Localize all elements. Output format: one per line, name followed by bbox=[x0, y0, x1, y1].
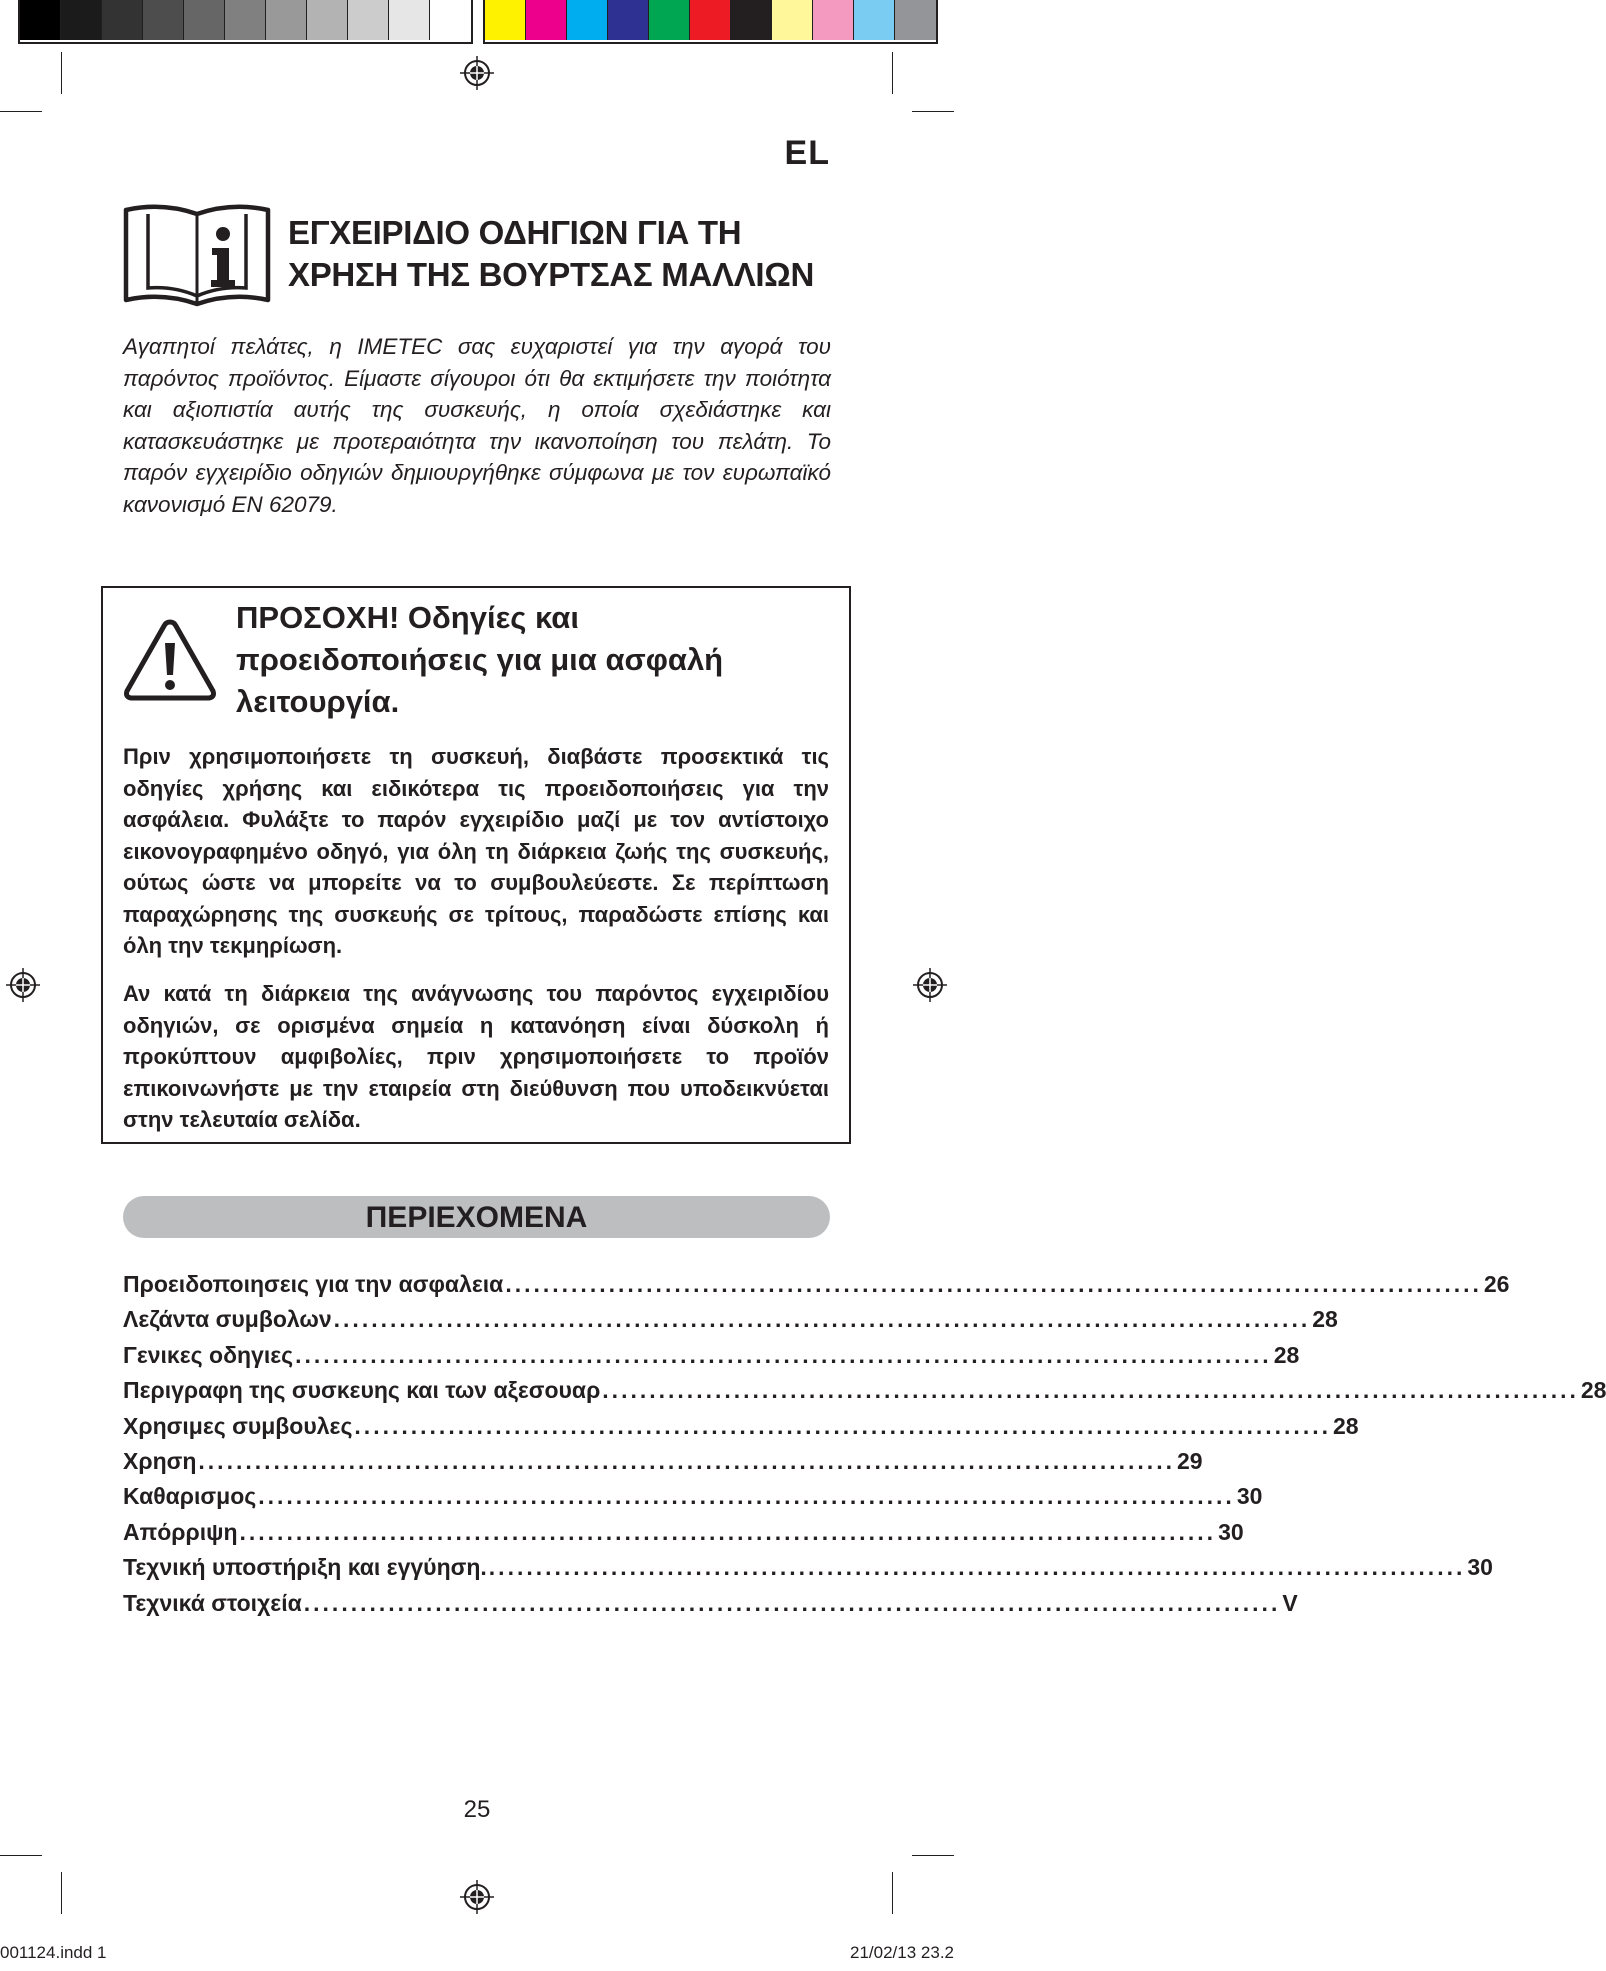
toc-entry[interactable] bbox=[123, 1409, 1359, 1443]
process-swatch bbox=[608, 0, 649, 40]
toc-entry-label: Τεχνική υποστήριξη και εγγύηση. bbox=[123, 1554, 487, 1581]
toc-entry-page: 30 bbox=[1236, 1483, 1263, 1510]
gray-swatch bbox=[225, 0, 266, 40]
toc-entry[interactable] bbox=[123, 1267, 1510, 1301]
gray-swatch bbox=[348, 0, 389, 40]
gray-swatch bbox=[184, 0, 225, 40]
gray-swatch bbox=[143, 0, 184, 40]
toc-entry-page: 29 bbox=[1176, 1448, 1203, 1474]
toc-leader-dots: ........................................................................................................ bbox=[333, 1306, 1311, 1333]
crop-mark bbox=[0, 111, 42, 112]
toc-entry-label: Απόρριψη bbox=[123, 1518, 238, 1545]
toc-entry-page: 28 bbox=[1273, 1341, 1300, 1368]
toc-entry-page: 28 bbox=[1312, 1306, 1338, 1333]
process-color-bar bbox=[483, 0, 938, 44]
crop-mark bbox=[892, 1872, 893, 1914]
toc-entry[interactable] bbox=[123, 1479, 1263, 1513]
toc-leader-dots: ........................................................................................................ bbox=[198, 1448, 1175, 1474]
gray-swatch bbox=[307, 0, 348, 40]
warning-paragraph: Αν κατά τη διάρκεια της ανάγνωσης του παρόντος εγχειριδίου οδηγιών, σε ορισμένα σημεία η κατανόηση είναι δύσκολη ή προκύπτουν αμφιβολίες, πριν χρησιμοποιήσετε το προϊόν επικοινωνήστε με την εταιρεία στη διεύθυνση που υποδεικνύεται στην τελευταία σελίδα. bbox=[123, 981, 829, 1132]
toc-entry-label: Προειδοποιησεις για την ασφαλεια bbox=[123, 1271, 504, 1297]
process-swatch bbox=[854, 0, 895, 40]
toc-leader-dots: ........................................................................................................ bbox=[602, 1377, 1579, 1404]
toc-entry-label: Χρηση bbox=[123, 1448, 197, 1474]
grayscale-color-bar bbox=[18, 0, 473, 44]
crop-mark bbox=[61, 52, 62, 94]
gray-swatch bbox=[102, 0, 143, 40]
crop-mark bbox=[892, 52, 893, 94]
registration-mark-icon bbox=[460, 1880, 494, 1914]
toc-entry-page: 28 bbox=[1580, 1377, 1606, 1404]
warning-title bbox=[236, 597, 836, 723]
toc-entry-label: Γενικες οδηγιες bbox=[123, 1341, 294, 1368]
toc-heading: ΠΕΡΙΕΧΟΜΕΝΑ bbox=[365, 1201, 588, 1234]
toc-leader-dots: ........................................................................................................ bbox=[505, 1271, 1482, 1297]
process-swatch bbox=[772, 0, 813, 40]
gray-swatch bbox=[430, 0, 471, 40]
toc-entry-label: Καθαρισμος bbox=[123, 1483, 257, 1510]
gray-swatch bbox=[389, 0, 430, 40]
registration-mark-icon bbox=[6, 968, 40, 1002]
toc-entry[interactable] bbox=[123, 1373, 1606, 1407]
title-line: ΧΡΗΣΗ ΤΗΣ ΒΟΥΡΤΣΑΣ ΜΑΛΛΙΩΝ bbox=[288, 256, 814, 293]
date-slug: 21/02/13 23.2 bbox=[850, 1943, 954, 1962]
registration-mark-icon bbox=[460, 56, 494, 90]
file-slug: 001124.indd 1 bbox=[0, 1943, 107, 1962]
toc-entry[interactable] bbox=[123, 1338, 1300, 1372]
warning-paragraph: Πριν χρησιμοποιήσετε τη συσκευή, διαβάστε προσεκτικά τις οδηγίες χρήσης και ειδικότερα τις προειδοποιήσεις για την ασφάλεια. Φυλάξτε το παρόν εγχειρίδιο μαζί με τον αντίστοιχο εικονογραφημένο οδηγό, για όλη τη διάρκεια ζωής της συσκευής, ούτως ώστε να μπορείτε να το συμβουλεύεστε. Σε περίπτωση παραχώρησης της συσκευής σε τρίτους, παραδώστε επίσης και όλη την τεκμηρίωση. bbox=[123, 744, 829, 958]
toc-leader-dots: ........................................................................................................ bbox=[354, 1412, 1331, 1439]
toc-entry[interactable] bbox=[123, 1550, 1493, 1584]
process-swatch bbox=[690, 0, 731, 40]
toc-entry[interactable] bbox=[123, 1302, 1338, 1336]
crop-mark bbox=[61, 1872, 62, 1914]
process-swatch bbox=[731, 0, 772, 40]
warning-title-line: προειδοποιήσεις για μια ασφαλή bbox=[236, 642, 724, 677]
process-swatch bbox=[485, 0, 526, 40]
toc-entry[interactable] bbox=[123, 1586, 1298, 1620]
process-swatch bbox=[567, 0, 608, 40]
toc-entry-page: 26 bbox=[1483, 1271, 1510, 1297]
toc-entry-label: Τεχνικά στοιχεία bbox=[123, 1589, 302, 1616]
info-book-icon bbox=[122, 200, 272, 312]
toc-entry[interactable] bbox=[123, 1444, 1203, 1478]
toc-leader-dots: ........................................................................................................ bbox=[488, 1554, 1466, 1581]
crop-mark bbox=[0, 1855, 42, 1856]
toc-leader-dots: ........................................................................................................ bbox=[303, 1589, 1281, 1616]
language-code: EL bbox=[784, 134, 830, 172]
warning-title-line: λειτουργία. bbox=[236, 684, 400, 719]
toc-entry-page: 30 bbox=[1467, 1554, 1493, 1581]
process-swatch bbox=[649, 0, 690, 40]
document-title bbox=[288, 212, 848, 296]
intro-paragraph: Αγαπητοί πελάτες, η IMETEC σας ευχαριστεί για την αγορά του παρόντος προϊόντος. Είμαστε σίγουροι ότι θα εκτιμήσετε την ποιότητα και αξιοπιστία αυτής της συσκευής, η οποία σχεδιάστηκε και κατασκευάστηκε με προτεραιότητα την ικανοποίηση του πελάτη. Το παρόν εγχειρίδιο οδηγιών δημιουργήθηκε σύμφωνα με τον ευρωπαϊκό κανονισμό EN 62079. bbox=[123, 334, 831, 517]
gray-swatch bbox=[20, 0, 61, 40]
crop-mark bbox=[912, 1855, 954, 1856]
toc-entry-label: Λεζάντα συμβολων bbox=[123, 1306, 332, 1333]
toc-entry-page: V bbox=[1282, 1589, 1298, 1616]
registration-mark-icon bbox=[913, 968, 947, 1002]
page-number: 25 bbox=[463, 1796, 491, 1823]
warning-triangle-icon bbox=[122, 617, 218, 703]
toc-entry[interactable] bbox=[123, 1515, 1244, 1549]
toc-entry-page: 28 bbox=[1333, 1412, 1359, 1439]
toc-leader-dots: ........................................................................................................ bbox=[295, 1341, 1272, 1368]
process-swatch bbox=[895, 0, 936, 40]
process-swatch bbox=[813, 0, 854, 40]
toc-entry-page: 30 bbox=[1218, 1518, 1244, 1545]
process-swatch bbox=[526, 0, 567, 40]
warning-title-line: ΠΡΟΣΟΧΗ! Οδηγίες και bbox=[236, 600, 579, 635]
crop-mark bbox=[912, 111, 954, 112]
toc-entry-label: Περιγραφη της συσκευης και των αξεσουαρ bbox=[123, 1377, 601, 1404]
gray-swatch bbox=[266, 0, 307, 40]
gray-swatch bbox=[61, 0, 102, 40]
toc-entry-label: Χρησιμες συμβουλες bbox=[123, 1412, 353, 1439]
toc-leader-dots: ........................................................................................................ bbox=[239, 1518, 1217, 1545]
toc-leader-dots: ........................................................................................................ bbox=[258, 1483, 1235, 1510]
title-line: ΕΓΧΕΙΡΙΔΙΟ ΟΔΗΓΙΩΝ ΓΙΑ ΤΗ bbox=[288, 214, 742, 251]
